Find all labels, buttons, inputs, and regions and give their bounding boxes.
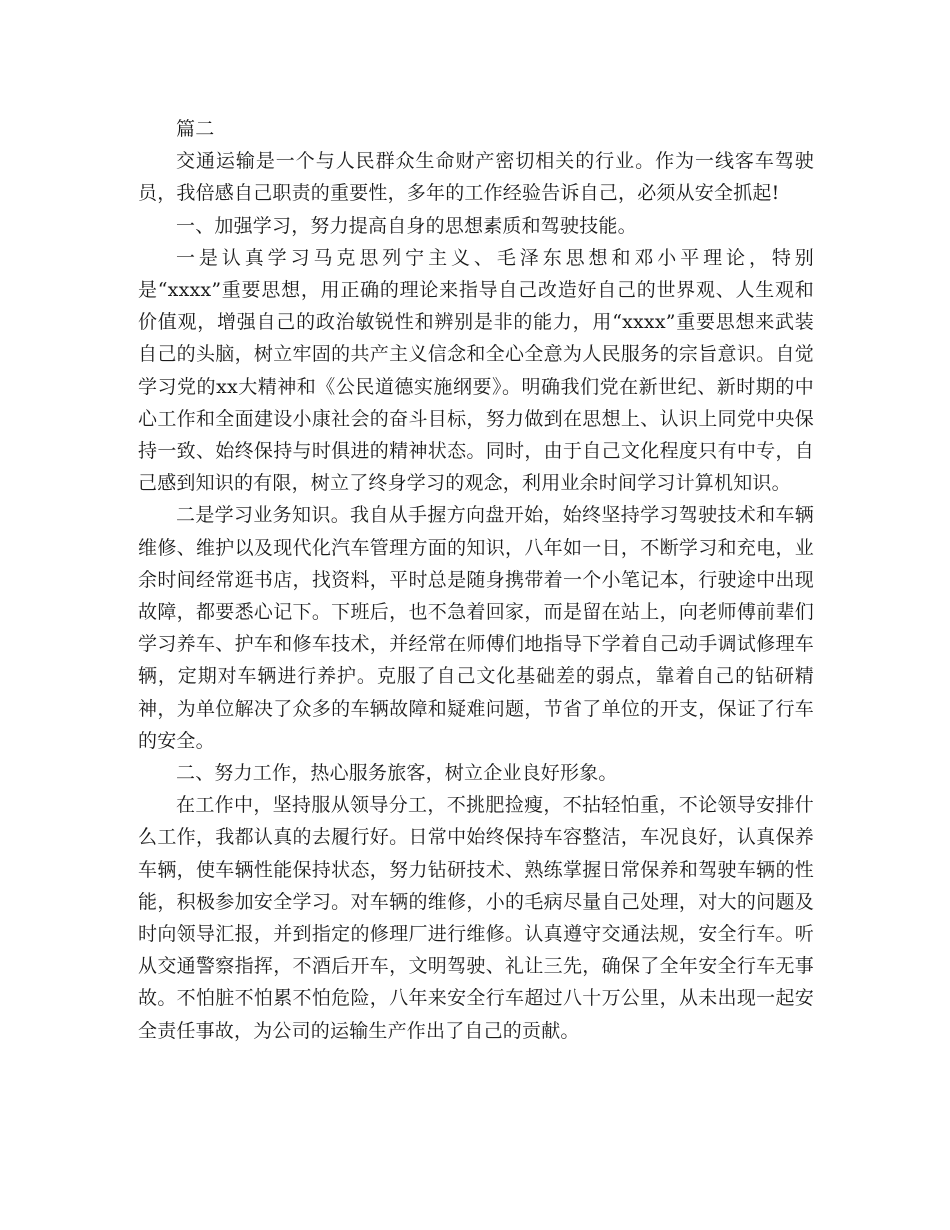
paragraph-theory-study: 一是认真学习马克思列宁主义、毛泽东思想和邓小平理论，特别是“xxxx”重要思想，用正确的理论来指导自己改造好自己的世界观、人生观和价值观，增强自己的政治敏锐性和辨别是非的能力，用“xxxx”重要思想来武装自己的头脑，树立牢固的共产主义信念和全心全意为人民服务的宗旨意识。自觉学习党的xx大精神和《公民道德实施纲要》。明确我们党在新世纪、新时期的中心工作和全面建设小康社会的奋斗目标，努力做到在思想上、认识上同党中央保持一致、始终保持与时俱进的精神状态。同时，由于自己文化程度只有中专，自己感到知识的有限，树立了终身学习的观念，利用业余时间学习计算机知识。: [138, 246, 814, 495]
paragraph-intro: 交通运输是一个与人民群众生命财产密切相关的行业。作为一线客车驾驶员，我倍感自己职责的重要性，多年的工作经验告诉自己，必须从安全抓起!: [138, 150, 814, 205]
heading-study: 一、加强学习，努力提高自身的思想素质和驾驶技能。: [176, 214, 637, 237]
section-title: 篇二: [176, 118, 215, 140]
heading-work: 二、努力工作，热心服务旅客，树立企业良好形象。: [176, 762, 618, 785]
paragraph-business-study: 二是学习业务知识。我自从手握方向盘开始，始终坚持学习驾驶技术和车辆维修、维护以及现代化汽车管理方面的知识，八年如一日，不断学习和充电，业余时间经常逛书店，找资料，平时总是随身携带着一个小笔记本，行驶途中出现故障，都要悉心记下。下班后，也不急着回家，而是留在站上，向老师傅前辈们学习养车、护车和修车技术，并经常在师傅们地指导下学着自己动手调试修理车辆，定期对车辆进行养护。克服了自己文化基础差的弱点，靠着自己的钻研精神，为单位解决了众多的车辆故障和疑难问题，节省了单位的开支，保证了行车的安全。: [138, 504, 814, 752]
document-body: [138, 113, 814, 1047]
paragraph-work: 在工作中，坚持服从领导分工，不挑肥捡瘦，不拈轻怕重，不论领导安排什么工作，我都认真的去履行好。日常中始终保持车容整洁，车况良好，认真保养车辆，使车辆性能保持状态，努力钻研技术、熟练掌握日常保养和驾驶车辆的性能，积极参加安全学习。对车辆的维修，小的毛病尽量自己处理，对大的问题及时向领导汇报，并到指定的修理厂进行维修。认真遵守交通法规，安全行车。听从交通警察指挥，不酒后开车，文明驾驶、礼让三先，确保了全年安全行车无事故。不怕脏不怕累不怕危险，八年来安全行车超过八十万公里，从未出现一起安全责任事故，为公司的运输生产作出了自己的贡献。: [138, 794, 814, 1042]
